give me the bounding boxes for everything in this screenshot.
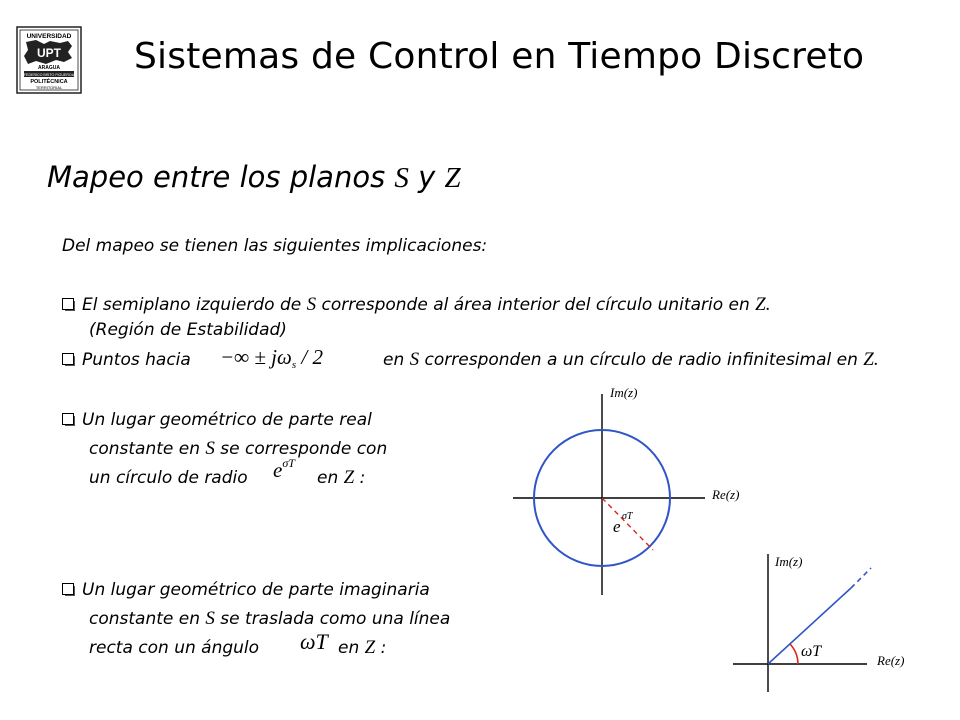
logo-text-2: UPT	[37, 46, 61, 60]
im-axis-label-2: Im(z)	[775, 554, 803, 569]
formula-angle	[300, 629, 328, 655]
radius-label-sup: σT	[622, 511, 633, 522]
radius-line	[602, 498, 653, 550]
bullet-4-text-c: en	[338, 638, 365, 658]
bullet-4-z: Z	[364, 637, 376, 658]
formula-angle-text: ωT	[300, 629, 328, 654]
bullet-3-line-3-b	[317, 466, 365, 490]
z-plane-line-diagram	[725, 540, 950, 700]
bullet-1-text-a: El semiplano izquierdo de	[82, 295, 307, 315]
university-logo	[16, 26, 82, 94]
bullet-1-text-b: corresponde al área interior del círculo unitario en	[316, 295, 756, 315]
angle-line-dashed	[851, 568, 871, 588]
intro-text: Del mapeo se tienen las siguientes implicaciones:	[62, 236, 488, 256]
formula-radius-sup: σT	[282, 456, 295, 470]
checkbox-bullet-icon	[62, 353, 76, 367]
angle-label: ωT	[801, 643, 822, 660]
bullet-4-text-d: :	[375, 638, 387, 658]
bullet-1-line-2: (Región de Estabilidad)	[89, 320, 287, 340]
re-axis-label: Re(z)	[712, 487, 740, 502]
slide-subtitle	[47, 160, 461, 195]
bullet-3-text-a: constante en	[89, 439, 206, 459]
bullet-2	[62, 348, 191, 372]
bullet-2-s: S	[409, 349, 420, 370]
formula-infinity-sub: s	[291, 359, 297, 371]
bullet-4-line-2	[89, 607, 450, 631]
bullet-4-line-3-a: recta con un ángulo	[89, 638, 260, 658]
radius-label-e: e	[613, 517, 621, 536]
subtitle-z: Z	[444, 162, 461, 194]
bullet-3-z: Z	[343, 467, 355, 488]
bullet-3-line-1: Un lugar geométrico de parte real	[82, 410, 372, 430]
checkbox-bullet-icon	[62, 583, 76, 597]
formula-radius-e: e	[273, 458, 283, 482]
bullet-2-text-b: en	[383, 350, 410, 370]
logo-text-3: ARAGUA	[38, 65, 60, 71]
checkbox-bullet-icon	[62, 413, 76, 427]
bullet-3	[62, 408, 372, 432]
re-axis-label-2: Re(z)	[877, 653, 905, 668]
bullet-4-line-1: Un lugar geométrico de parte imaginaria	[82, 580, 430, 600]
bullet-1	[62, 293, 770, 317]
bullet-2-z: Z.	[863, 349, 879, 370]
bullet-3-text-d: :	[354, 468, 366, 488]
bullet-4-s: S	[205, 608, 215, 629]
formula-infinity	[220, 345, 323, 370]
logo-text-1: UNIVERSIDAD	[26, 33, 72, 40]
bullet-2-text-a: Puntos hacia	[82, 350, 191, 370]
logo-text-5: POLITÉCNICA	[30, 79, 68, 85]
formula-infinity-tail: / 2	[296, 345, 323, 369]
checkbox-bullet-icon	[62, 298, 76, 312]
bullet-3-text-c: en	[317, 468, 344, 488]
bullet-3-line-3-a: un círculo de radio	[89, 468, 248, 488]
bullet-1-s: S	[306, 294, 317, 315]
bullet-4-text-a: constante en	[89, 609, 206, 629]
bullet-3-s: S	[205, 438, 215, 459]
logo-text-4: FEDERICO BRITO FIGUEROA	[23, 73, 75, 77]
angle-arc	[790, 644, 798, 664]
subtitle-s: S	[394, 162, 409, 194]
bullet-4-line-3-b	[338, 636, 386, 660]
subtitle-y: y	[408, 160, 445, 194]
bullet-3-text-b: se corresponde con	[214, 439, 388, 459]
formula-infinity-main: −∞ ± jω	[220, 345, 292, 369]
subtitle-text: Mapeo entre los planos	[47, 160, 395, 194]
formula-radius	[273, 458, 295, 483]
bullet-4-text-b: se traslada como una línea	[214, 609, 451, 629]
bullet-2-text-c: corresponden a un círculo de radio infinitesimal en	[419, 350, 864, 370]
logo-text-6: TERRITORIAL	[35, 85, 63, 90]
im-axis-label: Im(z)	[610, 385, 638, 400]
bullet-1-z: Z.	[755, 294, 771, 315]
page-title: Sistemas de Control en Tiempo Discreto	[134, 36, 865, 77]
bullet-4	[62, 578, 430, 602]
bullet-3-line-2	[89, 437, 387, 461]
bullet-2-rest	[383, 348, 879, 372]
